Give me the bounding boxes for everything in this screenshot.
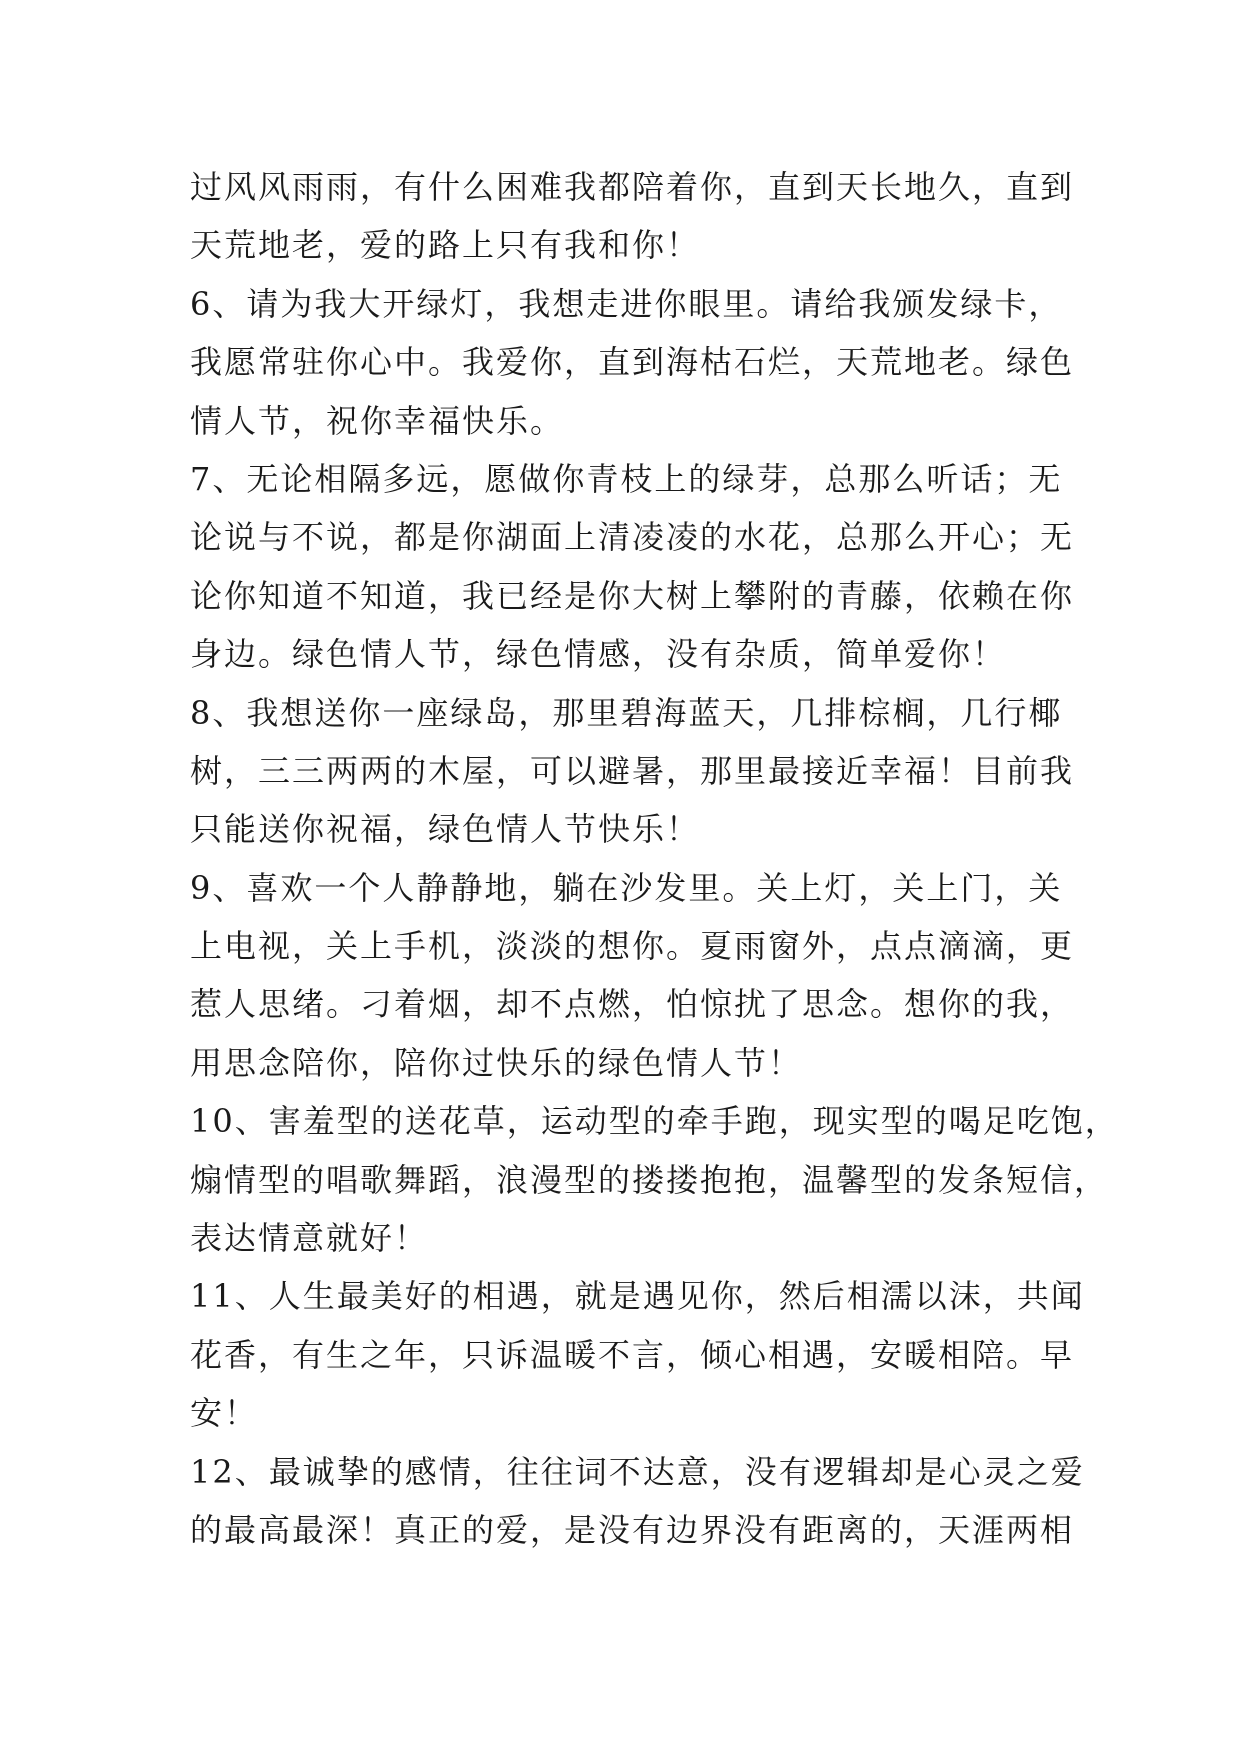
text-line: 身边。绿色情人节，绿色情感，没有杂质，简单爱你！ <box>190 635 1007 674</box>
text-line: 我愿常驻你心中。我爱你，直到海枯石烂，天荒地老。绿色 <box>190 343 1075 382</box>
text-line: 7、无论相隔多远，愿做你青枝上的绿芽，总那么听话；无 <box>190 459 1063 498</box>
text-line: 煽情型的唱歌舞蹈，浪漫型的搂搂抱抱，温馨型的发条短信， <box>190 1160 1109 1199</box>
text-line: 6、请为我大开绿灯，我想走进你眼里。请给我颁发绿卡， <box>190 284 1063 323</box>
text-line: 天荒地老，爱的路上只有我和你！ <box>190 226 701 265</box>
text-line: 10、害羞型的送花草，运动型的牵手跑，现实型的喝足吃饱， <box>190 1102 1119 1141</box>
text-line: 的最高最深！真正的爱，是没有边界没有距离的，天涯两相 <box>190 1510 1075 1549</box>
text-line: 情人节，祝你幸福快乐。 <box>190 401 565 440</box>
text-line: 8、我想送你一座绿岛，那里碧海蓝天，几排棕榈，几行椰 <box>190 693 1063 732</box>
text-line: 表达情意就好！ <box>190 1219 429 1258</box>
text-line: 树，三三两两的木屋，可以避暑，那里最接近幸福！目前我 <box>190 751 1075 790</box>
text-line: 用思念陪你，陪你过快乐的绿色情人节！ <box>190 1043 803 1082</box>
text-line: 论说与不说，都是你湖面上清凌凌的水花，总那么开心；无 <box>190 518 1075 557</box>
body-text <box>190 158 1119 1559</box>
text-line: 上电视，关上手机，淡淡的想你。夏雨窗外，点点滴滴，更 <box>190 927 1075 966</box>
text-line: 安！ <box>190 1394 259 1433</box>
text-line: 花香，有生之年，只诉温暖不言，倾心相遇，安暖相陪。早 <box>190 1335 1075 1374</box>
text-line: 惹人思绪。刁着烟，却不点燃，怕惊扰了思念。想你的我， <box>190 985 1075 1024</box>
text-line: 9、喜欢一个人静静地，躺在沙发里。关上灯，关上门，关 <box>190 868 1063 907</box>
text-line: 12、最诚挚的感情，往往词不达意，没有逻辑却是心灵之爱 <box>190 1452 1085 1491</box>
text-line: 过风风雨雨，有什么困难我都陪着你，直到天长地久，直到 <box>190 168 1075 206</box>
text-line: 论你知道不知道，我已经是你大树上攀附的青藤，依赖在你 <box>190 576 1075 615</box>
text-line: 11、人生最美好的相遇，就是遇见你，然后相濡以沫，共闻 <box>190 1277 1085 1316</box>
text-line: 只能送你祝福，绿色情人节快乐！ <box>190 810 701 849</box>
